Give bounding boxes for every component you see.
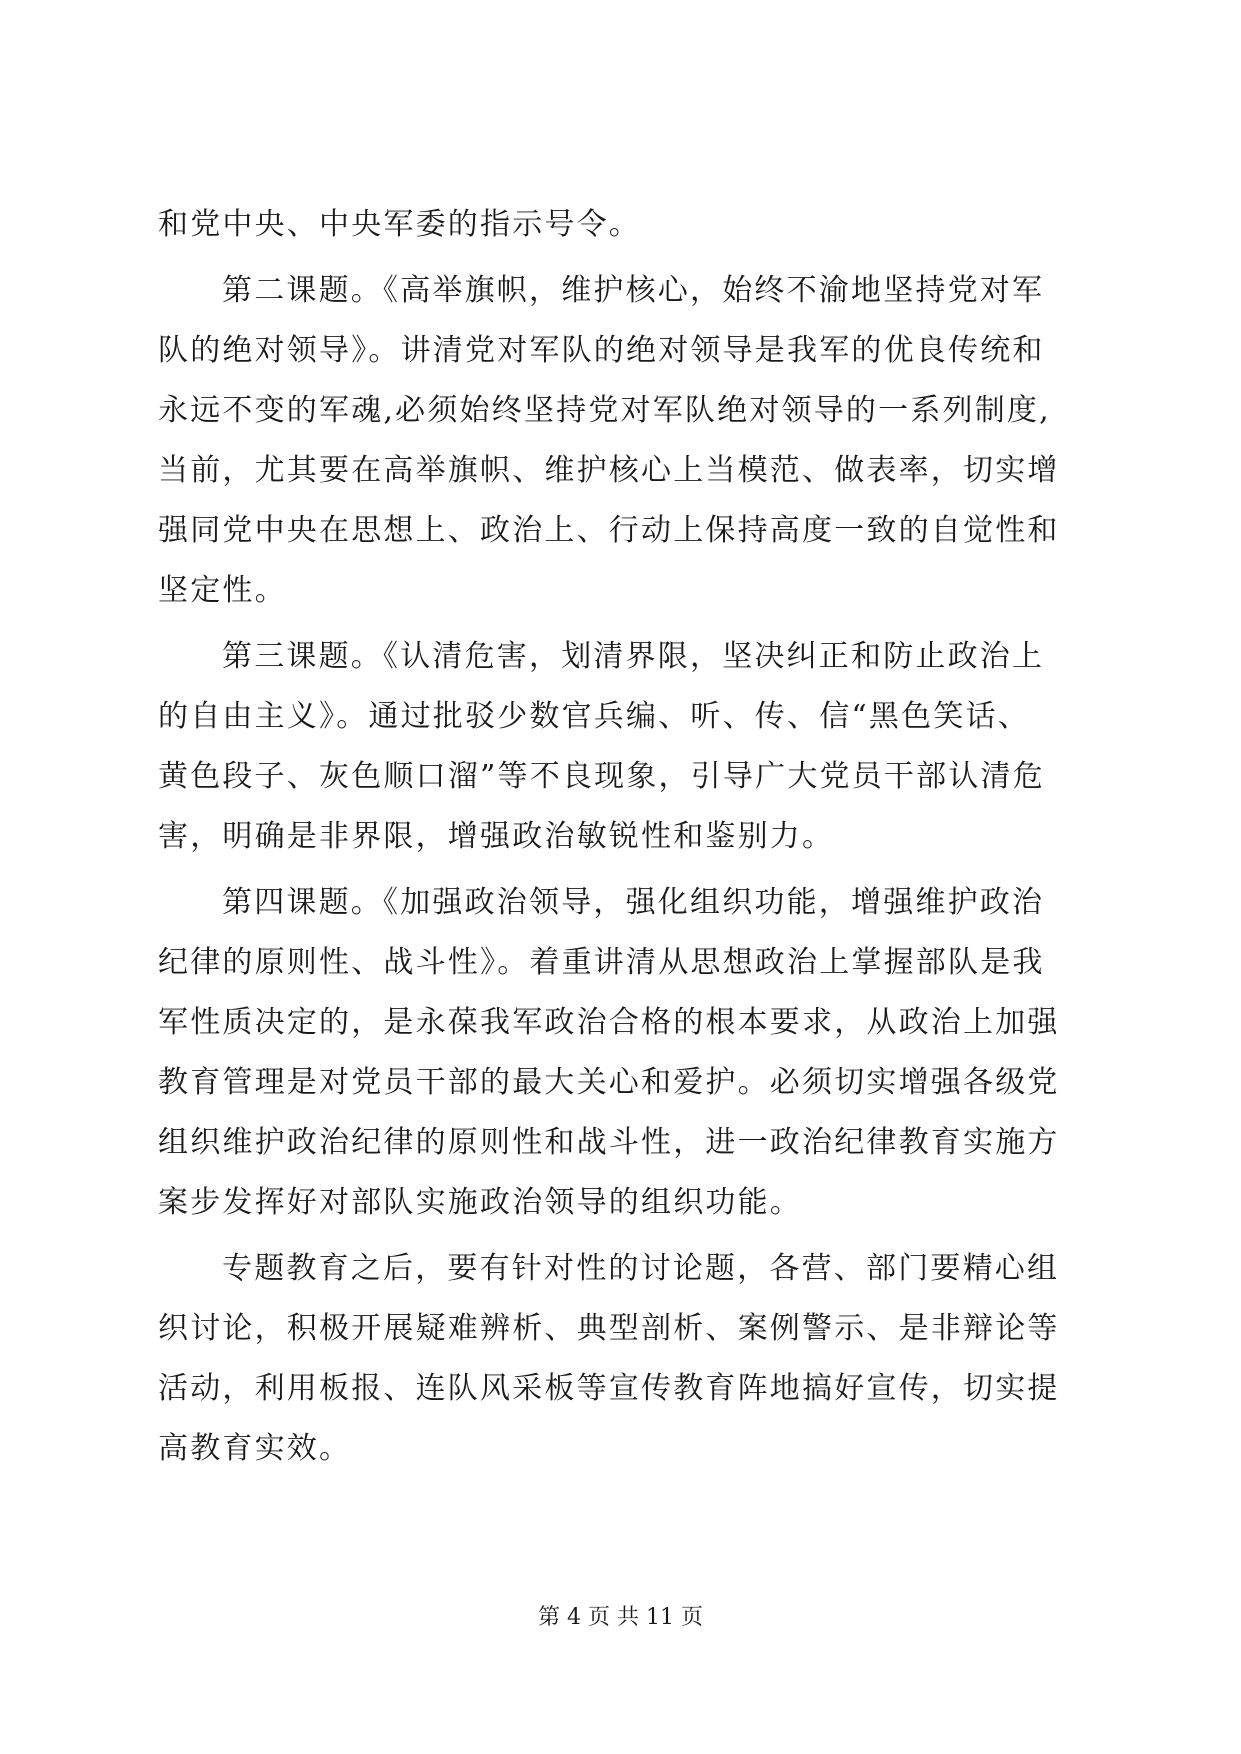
text-line: 第二课题。《高举旗帜，维护核心，始终不渝地坚持党对军 [222,273,1045,308]
paragraph [158,873,1088,1233]
text-line: 织讨论，积极开展疑难辨析、典型剖析、案例警示、是非辩论等 [158,1311,1060,1346]
document-body [158,195,1088,1479]
text-line: 案步发挥好对部队实施政治领导的组织功能。 [158,1185,802,1220]
text-line: 纪律的原则性、战斗性》。着重讲清从思想政治上掌握部队是我 [158,945,1045,980]
text-line: 永远不变的军魂,必须始终坚持党对军队绝对领导的一系列制度, [158,393,1051,428]
text-line: 第三课题。《认清危害，划清界限，坚决纠正和防止政治上 [222,639,1045,674]
page-footer [0,1603,1241,1633]
text-line: 强同党中央在思想上、政治上、行动上保持高度一致的自觉性和 [158,513,1060,548]
text-line: 的自由主义》。通过批驳少数官兵编、听、传、信“黑色笑话、 [158,699,1030,734]
paragraph [158,261,1088,621]
text-line: 坚定性。 [158,573,287,608]
paragraph [158,1239,1088,1479]
text-line: 第四课题。《加强政治领导，强化组织功能，增强维护政治 [222,885,1045,920]
text-line: 黄色段子、灰色顺口溜”等不良现象，引导广大党员干部认清危 [158,759,1045,794]
text-line: 当前，尤其要在高举旗帜、维护核心上当模范、做表率，切实增 [158,453,1060,488]
page-number-label: 第 4 页 共 11 页 [538,1605,703,1630]
paragraph [158,195,1088,255]
text-line: 组织维护政治纪律的原则性和战斗性，进一政治纪律教育实施方 [158,1125,1060,1160]
text-line: 活动，利用板报、连队风采板等宣传教育阵地搞好宣传，切实提 [158,1371,1060,1406]
text-line: 军性质决定的，是永葆我军政治合格的根本要求，从政治上加强 [158,1005,1060,1040]
text-line: 队的绝对领导》。讲清党对军队的绝对领导是我军的优良传统和 [158,333,1045,368]
text-line: 教育管理是对党员干部的最大关心和爱护。必须切实增强各级党 [158,1065,1060,1100]
text-line: 和党中央、中央军委的指示号令。 [158,207,641,242]
text-line: 高教育实效。 [158,1431,352,1466]
text-line: 害，明确是非界限，增强政治敏锐性和鉴别力。 [158,819,835,854]
paragraph [158,627,1088,867]
text-line: 专题教育之后，要有针对性的讨论题，各营、部门要精心组 [222,1251,1060,1286]
